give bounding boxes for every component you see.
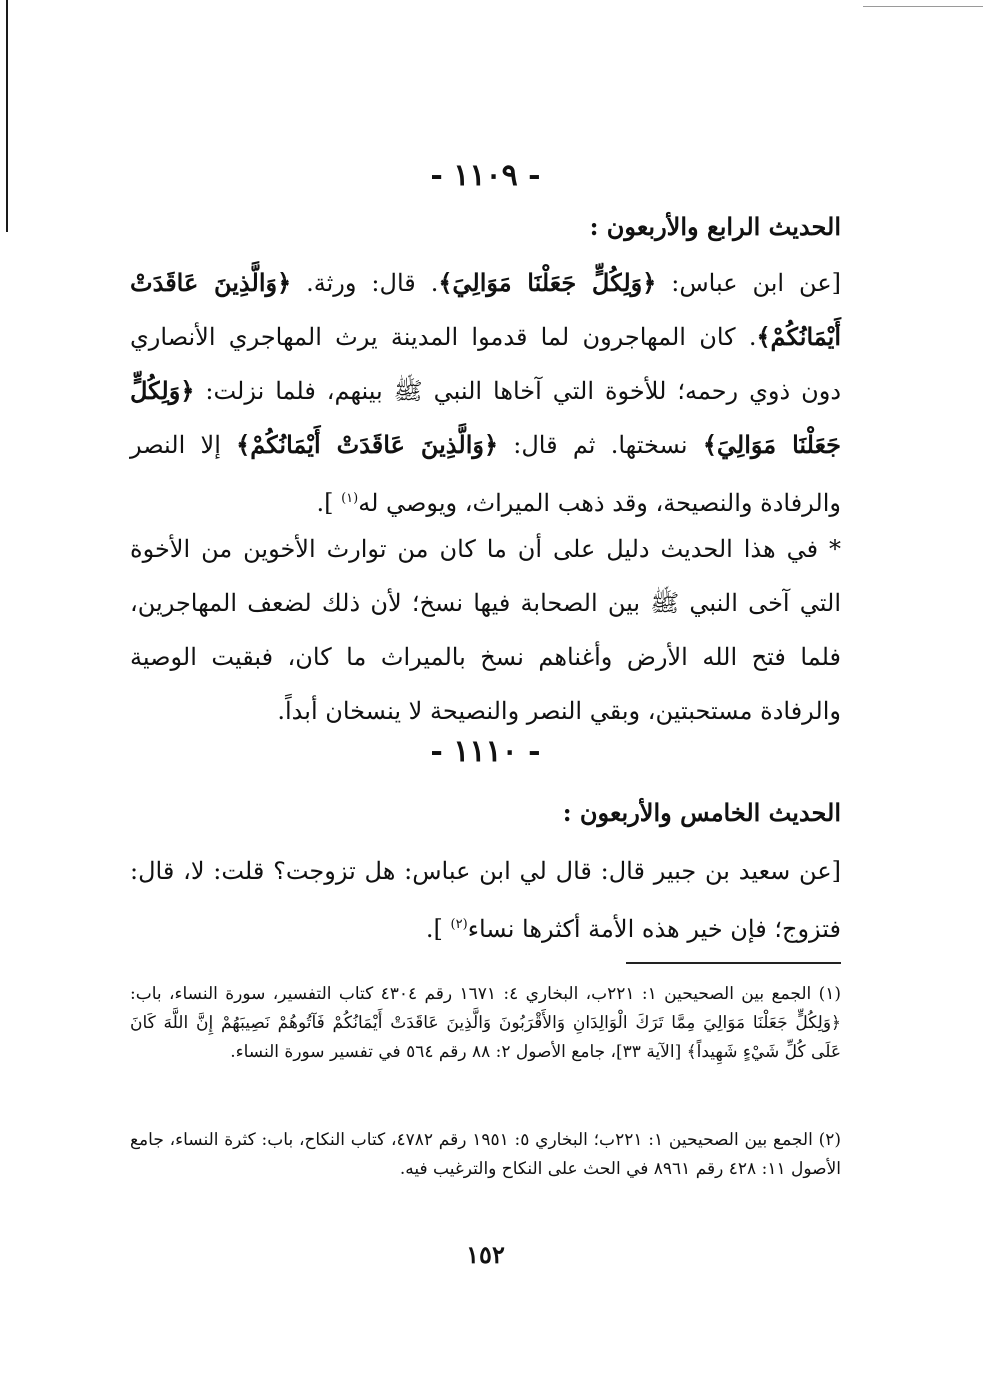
footnote-ref-2: (٢) <box>450 917 468 932</box>
scan-top-mark <box>863 6 983 7</box>
hadith-45-title: الحديث الخامس والأربعون : <box>562 798 841 827</box>
book-page <box>130 0 841 1396</box>
footnote-ref-1: (١) <box>341 491 359 506</box>
footnote-1: (١) الجمع بين الصحيحين ١: ٢٢١ب، البخاري ٤: ١٦٧١ رقم ٤٣٠٤ كتاب التفسير، سورة النساء، باب: ﴿وَلِكُلٍّ جَعَلْنَا مَوَالِيَ مِمَّا تَرَكَ الْوَالِدَانِ وَالأَقْرَبُونَ وَالَّذِينَ عَاقَدَتْ أَيْمَانُكُمْ فَآتُوهُمْ نَصِيبَهُمْ إِنَّ اللَّهَ كَانَ عَلَى كُلِّ شَيْءٍ شَهِيداً﴾ [الآية ٣٣]، جامع الأصول ٢: ٨٨ رقم ٥٦٤ في تفسير سورة النساء. <box>130 984 841 1062</box>
hadith-44-text <box>130 256 841 530</box>
hadith-45-text <box>130 844 841 956</box>
hadith-44-text-part: . قال: ورثة. <box>291 269 439 297</box>
hadith-number-1110: - ١١١٠ - <box>430 734 541 769</box>
footnote-separator <box>626 962 841 964</box>
quran-verse: ﴿وَالَّذِينَ عَاقَدَتْ أَيْمَانُكُمْ﴾ <box>236 430 499 459</box>
quran-verse: ﴿وَالَّذِينَ عَاقَدَتْ أَيْمَانُكُمْ﴾ <box>130 268 841 351</box>
hadith-44-title: الحديث الرابع والأربعون : <box>589 212 841 241</box>
commentary-paragraph: * في هذا الحديث دليل على أن ما كان من توارث الأخوين من الأخوة التي آخى النبي ﷺ بين الصحابة فيها نسخ؛ لأن ذلك لضعف المهاجرين، فلما فتح الله الأرض وأغناهم نسخ بالميراث ما كان، فبقيت الوصية والرفادة مستحبتين، وبقي النصر والنصيحة لا ينسخان أبداً. <box>130 535 841 725</box>
scan-edge-line <box>6 0 8 232</box>
hadith-44-text-part: ]. <box>316 489 342 517</box>
hadith-44-text-part: [عن ابن عباس: <box>656 269 842 297</box>
page-number: ١٥٢ <box>466 1240 505 1269</box>
quran-verse: ﴿وَلِكُلٍّ جَعَلْنَا مَوَالِيَ﴾ <box>438 268 657 297</box>
hadith-number-1109: - ١١٠٩ - <box>430 158 541 193</box>
hadith-44-text-part: نسختها. ثم قال: <box>498 431 703 459</box>
footnote-2: (٢) الجمع بين الصحيحين ١: ٢٢١ب؛ البخاري ٥: ١٩٥١ رقم ٤٧٨٢، كتاب النكاح، باب: كثرة النساء، جامع الأصول ١١: ٤٢٨ رقم ٨٩٦١ في الحث على النكاح والترغيب فيه. <box>130 1130 841 1179</box>
hadith-44-text-part: إلا النصر والرفادة والنصيحة، وقد ذهب الميراث، ويوصي له <box>130 431 841 517</box>
hadith-45-text-part: [عن سعيد بن جبير قال: قال لي ابن عباس: هل تزوجت؟ قلت: لا، قال: فتزوج؛ فإن خير هذه الأمة أكثرها نساء <box>130 857 841 943</box>
quran-verse: ﴿وَلِكُلٍّ جَعَلْنَا مَوَالِيَ﴾ <box>130 376 841 459</box>
hadith-45-text-part: ]. <box>425 915 451 943</box>
hadith-44-text-part: . كان المهاجرون لما قدموا المدينة يرث المهاجري الأنصاري دون ذوي رحمه؛ للأخوة التي آخاها النبي ﷺ بينهم، فلما نزلت: <box>130 323 841 405</box>
